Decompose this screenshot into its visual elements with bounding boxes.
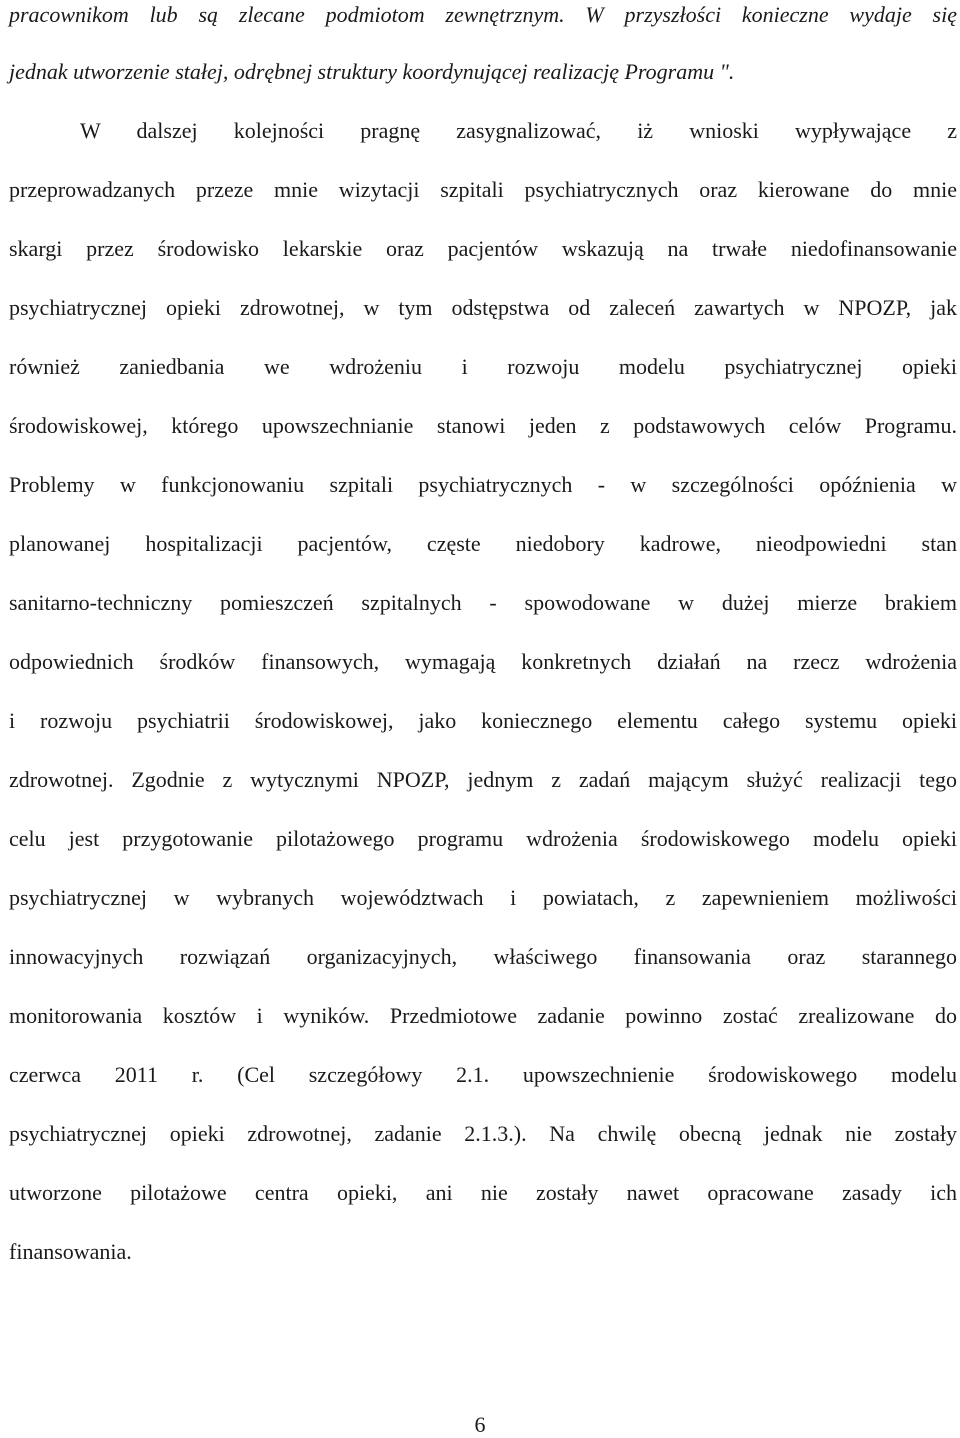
- text-line-quote-2: jednak utworzenie stałej, odrębnej struktury koordynującej realizację Programu ".: [9, 59, 735, 84]
- text-line: utworzone pilotażowe centra opieki, ani nie zostały nawet opracowane zasady ich: [9, 1180, 957, 1205]
- text-line: planowanej hospitalizacji pacjentów, częste niedobory kadrowe, nieodpowiedni stan: [9, 531, 957, 556]
- text-line: zdrowotnej. Zgodnie z wytycznymi NPOZP, jednym z zadań mającym służyć realizacji tego: [9, 767, 957, 792]
- paragraph-first-line: W dalszej kolejności pragnę zasygnalizować, iż wnioski wypływające z: [80, 118, 957, 143]
- page-number: 6: [474, 1412, 486, 1437]
- text-line: środowiskowej, którego upowszechnianie stanowi jeden z podstawowych celów Programu.: [9, 413, 957, 438]
- text-line: również zaniedbania we wdrożeniu i rozwoju modelu psychiatrycznej opieki: [9, 354, 957, 379]
- text-line: i rozwoju psychiatrii środowiskowej, jako koniecznego elementu całego systemu opieki: [9, 708, 957, 733]
- text-line: celu jest przygotowanie pilotażowego programu wdrożenia środowiskowego modelu opieki: [9, 826, 957, 851]
- text-line: psychiatrycznej opieki zdrowotnej, zadanie 2.1.3.). Na chwilę obecną jednak nie zostały: [9, 1121, 957, 1146]
- text-line: czerwca 2011 r. (Cel szczegółowy 2.1. upowszechnienie środowiskowego modelu: [9, 1062, 957, 1087]
- text-line: innowacyjnych rozwiązań organizacyjnych, właściwego finansowania oraz starannego: [9, 944, 957, 969]
- paragraph-last-line: finansowania.: [9, 1239, 132, 1264]
- text-line: skargi przez środowisko lekarskie oraz pacjentów wskazują na trwałe niedofinansowanie: [9, 236, 957, 261]
- text-line-quote-1: pracownikom lub są zlecane podmiotom zewnętrznym. W przyszłości konieczne wydaje się: [9, 2, 957, 27]
- text-line: odpowiednich środków finansowych, wymagają konkretnych działań na rzecz wdrożenia: [9, 649, 957, 674]
- text-line: przeprowadzanych przeze mnie wizytacji szpitali psychiatrycznych oraz kierowane do mnie: [9, 177, 957, 202]
- text-line: Problemy w funkcjonowaniu szpitali psychiatrycznych - w szczególności opóźnienia w: [9, 472, 957, 497]
- text-line: sanitarno-techniczny pomieszczeń szpitalnych - spowodowane w dużej mierze brakiem: [9, 590, 957, 615]
- text-line: psychiatrycznej w wybranych województwach i powiatach, z zapewnieniem możliwości: [9, 885, 957, 910]
- text-line: monitorowania kosztów i wyników. Przedmiotowe zadanie powinno zostać zrealizowane do: [9, 1003, 957, 1028]
- text-line: psychiatrycznej opieki zdrowotnej, w tym odstępstwa od zaleceń zawartych w NPOZP, jak: [9, 295, 957, 320]
